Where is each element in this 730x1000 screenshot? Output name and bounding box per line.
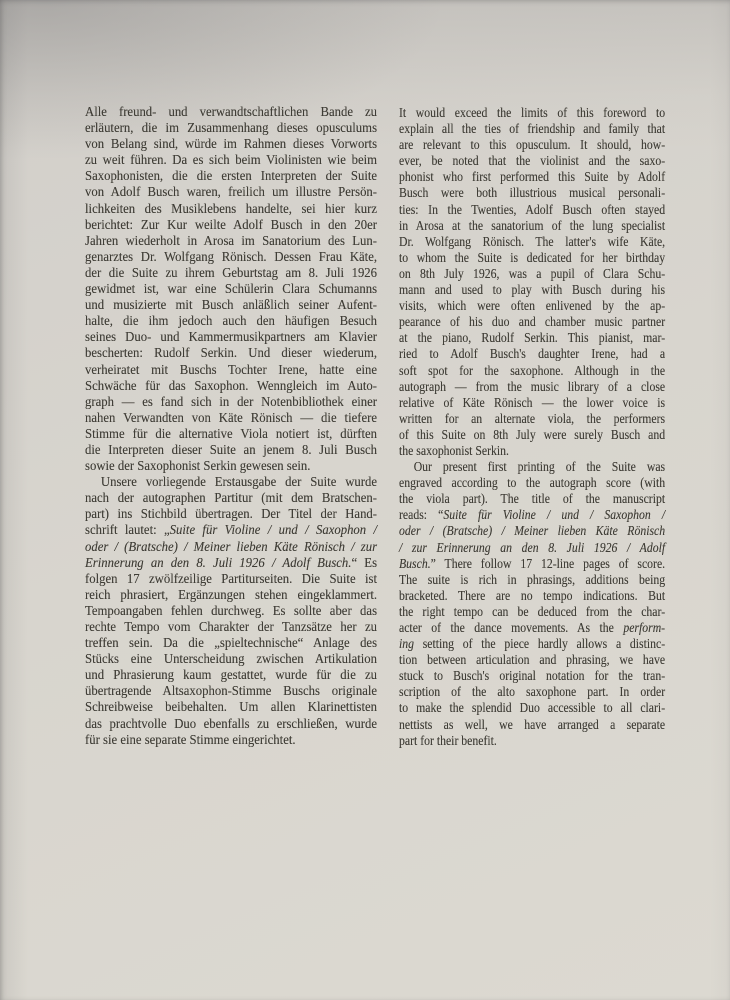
text-line: folgen 17 zwölfzeilige Partiturseiten. Die Suite ist bbox=[85, 570, 378, 586]
text-line: on 8th July 1926, was a pupil of Clara Schu- bbox=[399, 265, 666, 281]
text-line: part) ins Stichbild übertragen. Der Titel der Hand- bbox=[85, 506, 378, 522]
text-line: die Interpreten dieser Suite an jenem 8. Juli Busch bbox=[85, 441, 378, 457]
text-line: bescherten: Rudolf Serkin. Und dieser wiederum, bbox=[85, 345, 378, 361]
text-line: It would exceed the limits of this foreword to bbox=[399, 105, 666, 120]
english-text-column bbox=[399, 105, 665, 749]
text-line: Tempoangaben fehlen durchweg. Es sollte aber das bbox=[85, 602, 378, 618]
text-line: explain all the ties of friendship and family that bbox=[399, 121, 666, 137]
text-line: Saxophonisten, die die ersten Interpreten der Suite bbox=[85, 168, 378, 184]
text-line: und Phrasierung kaum gestattet, wurde für die zu bbox=[85, 667, 378, 683]
text-line: Busch were both illustrious musical personali- bbox=[399, 185, 666, 201]
text-line: Jahren wiederholt in Arosa im Sanatorium des Lun- bbox=[85, 232, 378, 248]
text-line: treffen sein. Da die „spieltechnische“ Anlage des bbox=[85, 635, 378, 651]
text-line: ever, be noted that the violinist and the saxo- bbox=[399, 153, 666, 169]
text-line: the right tempo can be deduced from the char- bbox=[399, 603, 666, 619]
text-line: von Belang sind, würde im Rahmen dieses Vorworts bbox=[85, 136, 378, 152]
text-line: zu weit führen. Da es sich beim Violinisten wie beim bbox=[85, 152, 378, 168]
text-line: von Adolf Busch waren, freilich um illustre Persön- bbox=[85, 184, 378, 200]
text-line: übertragende Altsaxophon-Stimme Buschs originale bbox=[85, 683, 378, 699]
text-line: bracketed. There are no tempo indications. But bbox=[399, 587, 666, 603]
text-line: ing setting of the piece hardly allows a distinc- bbox=[399, 636, 666, 652]
text-line: lichkeiten des Musiklebens handelte, sei hier kurz bbox=[85, 200, 378, 216]
text-line: part for their benefit. bbox=[399, 732, 497, 748]
text-line: stuck to Busch's original notation for the tran- bbox=[399, 668, 666, 684]
text-line: oder / (Bratsche) / Meiner lieben Käte Rönisch / zur bbox=[85, 538, 378, 554]
text-line: pearance of his duo and chamber music partner bbox=[399, 314, 666, 330]
text-line: engraved according to the autograph score (with bbox=[399, 475, 666, 491]
text-line: of this Suite on 8th July were surely Busch and bbox=[399, 426, 666, 442]
text-line: Stücks eine Unterscheidung zwischen Artikulation bbox=[85, 651, 378, 667]
text-line: der die Suite zu ihrem Geburtstag am 8. Juli 1926 bbox=[85, 264, 378, 280]
text-line: ried to Adolf Busch's daughter Irene, had a bbox=[399, 346, 666, 362]
text-line: gewidmet ist, war eine Schülerin Clara Schumanns bbox=[85, 281, 378, 297]
text-line: relative of Käte Rönisch — the lower voice is bbox=[399, 394, 666, 410]
text-line: das prachtvolle Duo ebenfalls zu erschließen, wurde bbox=[85, 715, 378, 731]
text-line: scription of the alto saxophone part. In order bbox=[399, 684, 666, 700]
text-line: verheiratet mit Buschs Tochter Irene, hatte eine bbox=[85, 361, 378, 377]
text-line: graph — es fand sich in der Notenbibliothek einer bbox=[85, 393, 378, 409]
text-line: autograph — from the music library of a close bbox=[399, 378, 666, 394]
text-line: the saxophonist Serkin. bbox=[399, 442, 509, 458]
text-line: nettists as well, we have arranged a separate bbox=[399, 716, 666, 732]
text-line: the viola part). The title of the manuscript bbox=[399, 491, 666, 507]
text-line: mann and used to play with Busch during his bbox=[399, 282, 666, 298]
text-line: sowie der Saxophonist Serkin gewesen sein. bbox=[85, 458, 311, 474]
text-line: ties: In the Twenties, Adolf Busch often stayed bbox=[399, 201, 666, 217]
text-line: to make the splendid Duo accessible to all clari- bbox=[399, 700, 666, 716]
text-line: berichtet: Zur Kur weilte Adolf Busch in den 20er bbox=[85, 216, 378, 232]
text-line: acter of the dance movements. As the perform- bbox=[399, 620, 666, 635]
text-line: genarztes Dr. Wolfgang Rönisch. Dessen Frau Käte, bbox=[85, 248, 378, 264]
text-line: soft spot for the saxophone. Although in the bbox=[399, 362, 666, 378]
text-line: in Arosa at the sanatorium of the lung specialist bbox=[399, 217, 666, 233]
text-line: / zur Erinnerung an den 8. Juli 1926 / Adolf bbox=[399, 539, 666, 555]
text-line: schrift lautet: „Suite für Violine / und / Saxophon / bbox=[85, 522, 378, 538]
text-line: are relevant to this opusculum. It should, how- bbox=[399, 137, 666, 153]
text-line: The suite is rich in phrasings, additions being bbox=[399, 571, 666, 587]
text-line: seines Duo- und Kammermusikpartners am Klavier bbox=[85, 329, 378, 345]
text-line: Schwäche für das Saxophon. Wenngleich im Auto- bbox=[85, 377, 378, 393]
text-line: halte, die ihm jedoch auch den häufigen Besuch bbox=[85, 313, 378, 329]
text-line: to whom the Suite is dedicated for her birthday bbox=[399, 249, 666, 265]
text-line: nahen Verwandten von Käte Rönisch — die tiefere bbox=[85, 409, 378, 425]
text-line: Stimme für die alternative Viola notiert ist, dürften bbox=[85, 425, 378, 441]
text-line: und musizierte mit Busch anläßlich seiner Aufent- bbox=[85, 297, 378, 313]
text-line: reads: “Suite für Violine / und / Saxophon / bbox=[399, 507, 666, 523]
text-line: Schreibweise beibehalten. Um allen Klarinettisten bbox=[85, 699, 378, 715]
text-line: für sie eine separate Stimme eingerichtet. bbox=[85, 731, 296, 747]
text-line: Unsere vorliegende Erstausgabe der Suite wurde bbox=[100, 474, 378, 490]
text-line: visits, which were often enlivened by the ap- bbox=[399, 298, 666, 314]
text-line: reich phrasiert, Ergänzungen stehen eingeklammert. bbox=[85, 586, 378, 602]
text-line: Erinnerung an den 8. Juli 1926 / Adolf Busch.“ Es bbox=[85, 554, 378, 570]
text-line: erläutern, die im Zusammenhang dieses opusculums bbox=[85, 120, 378, 136]
text-line: oder / (Bratsche) / Meiner lieben Käte Rönisch bbox=[399, 523, 666, 539]
german-text-column bbox=[85, 104, 377, 748]
text-line: phonist who first performed this Suite by Adolf bbox=[399, 169, 666, 185]
text-line: Dr. Wolfgang Rönisch. The latter's wife Käte, bbox=[399, 233, 666, 249]
text-line: written for an alternate viola, the performers bbox=[399, 410, 666, 426]
text-line: nach der autographen Partitur (mit dem Bratschen- bbox=[85, 490, 378, 506]
text-line: Alle freund- und verwandtschaftlichen Bande zu bbox=[85, 104, 378, 119]
text-line: tion between articulation and phrasing, we have bbox=[399, 652, 666, 668]
text-line: Busch.” There follow 17 12-line pages of score. bbox=[399, 555, 666, 571]
text-line: rechte Tempo vom Charakter der Tanzsätze her zu bbox=[85, 619, 378, 634]
text-line: at the piano, Rudolf Serkin. This pianist, mar- bbox=[399, 330, 666, 346]
text-line: Our present first printing of the Suite was bbox=[413, 459, 666, 475]
